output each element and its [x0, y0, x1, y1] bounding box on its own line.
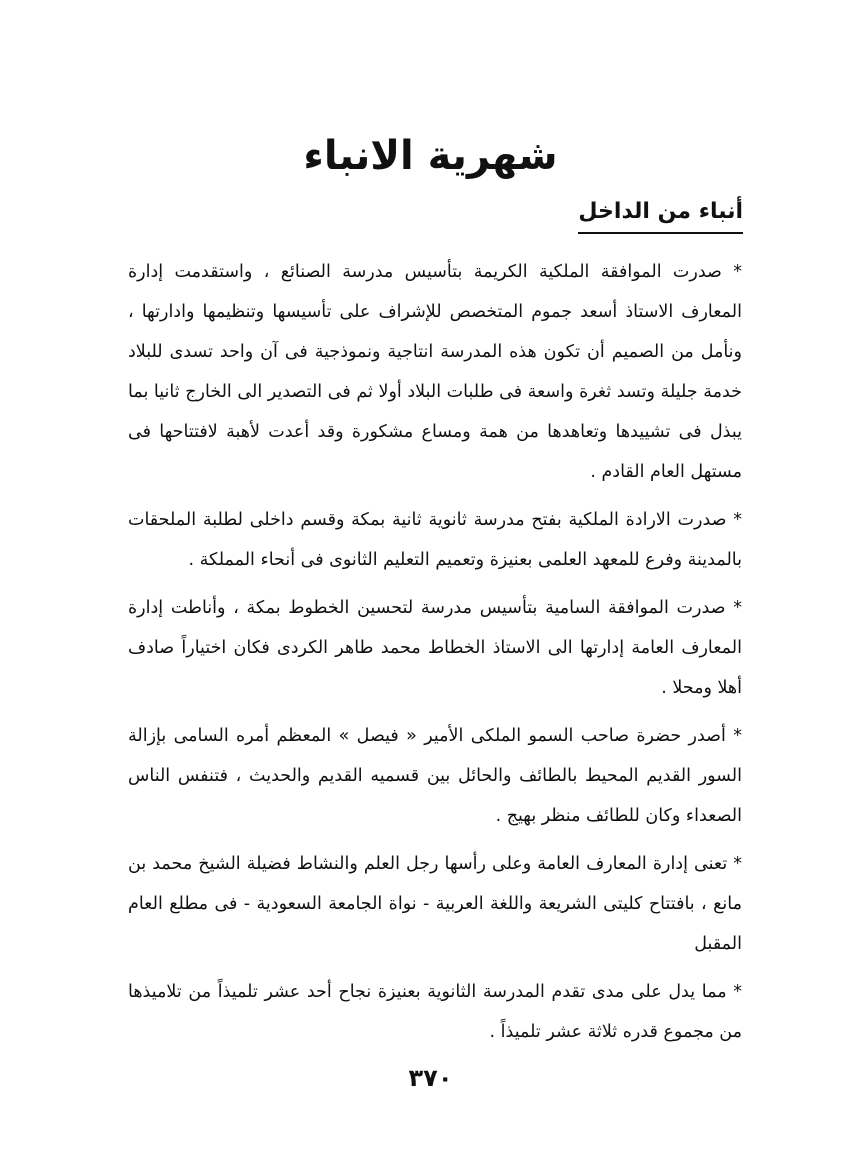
page-number: ٣٧٠ [408, 1064, 453, 1092]
news-item: * صدرت الموافقة الملكية الكريمة بتأسيس مدرسة الصنائع ، واستقدمت إدارة المعارف الاستاذ أسعد جموم المتخصص للإشراف على تأسيسها وتنظيمها وادارتها ، ونأمل من الصميم أن تكون هذه المدرسة انتاجية ونموذجية فى آن واحد تسدى للبلاد خدمة جليلة وتسد ثغرة واسعة فى طلبات البلاد أولا ثم فى التصدير الى الخارج ثانيا بما يبذل فى تشييدها وتعاهدها من همة ومساع مشكورة وقد أعدت لأهبة لافتتاحها فى مستهل العام القادم . [128, 262, 742, 482]
page-title: شهرية الانباء [303, 133, 558, 179]
news-item: * مما يدل على مدى تقدم المدرسة الثانوية بعنيزة نجاح أحد عشر تلميذاً من تلاميذها من مجموع قدره ثلاثة عشر تلميذاً . [128, 982, 742, 1042]
news-body [128, 252, 742, 1060]
news-item: * صدرت الارادة الملكية بفتح مدرسة ثانوية ثانية بمكة وقسم داخلى لطلبة الملحقات بالمدينة وفرع للمعهد العلمى بعنيزة وتعميم التعليم الثانوى فى أنحاء المملكة . [128, 510, 742, 570]
news-item: * صدرت الموافقة السامية بتأسيس مدرسة لتحسين الخطوط بمكة ، وأناطت إدارة المعارف العامة إدارتها الى الاستاذ الخطاط محمد طاهر الكردى فكان اختياراً صادف أهلا ومحلا . [128, 598, 742, 698]
section-heading: أنباء من الداخل [578, 196, 743, 234]
news-item: * أصدر حضرة صاحب السمو الملكى الأمير « فيصل » المعظم أمره السامى بإزالة السور القديم المحيط بالطائف والحائل بين قسميه القديم والحديث ، فتنفس الناس الصعداء وكان للطائف منظر بهيج . [128, 726, 742, 826]
news-item: * تعنى إدارة المعارف العامة وعلى رأسها رجل العلم والنشاط فضيلة الشيخ محمد بن مانع ، بافتتاح كليتى الشريعة واللغة العربية - نواة الجامعة السعودية - فى مطلع العام المقبل [128, 854, 742, 954]
